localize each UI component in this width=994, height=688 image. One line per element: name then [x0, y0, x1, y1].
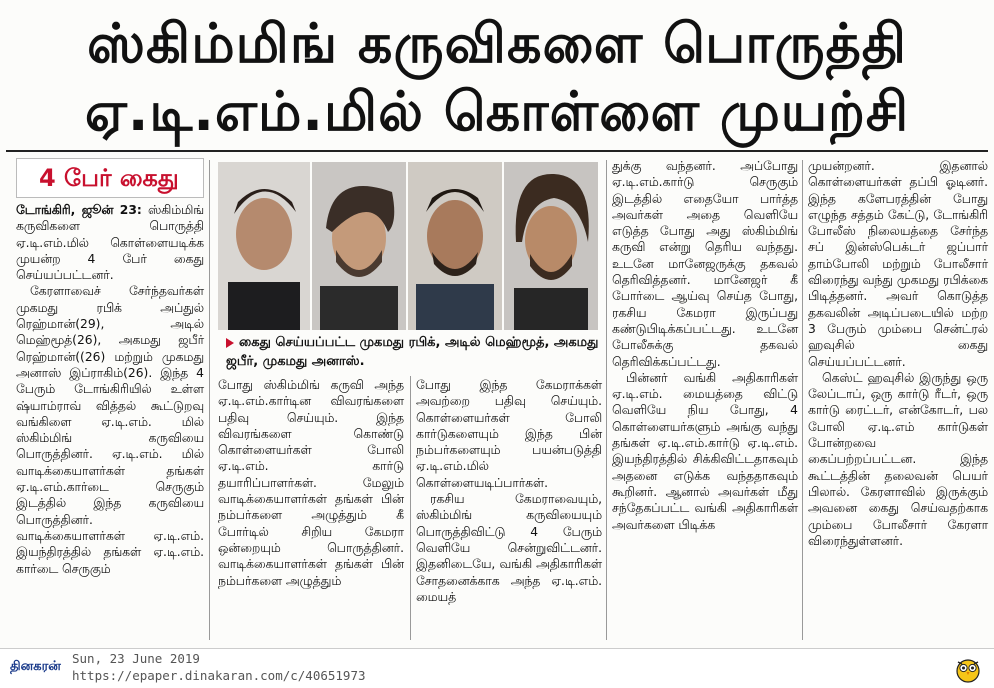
caption-text: கைது செய்யப்பட்ட முகமது ரபிக், அடில் மெஹ்மூத், அகமது ஜபீர், முகமது அனாஸ்.	[226, 335, 599, 369]
suspect-photo-1	[218, 162, 310, 330]
caption-marker-icon	[226, 338, 234, 348]
paragraph: பின்னர் வங்கி அதிகாரிகள் ஏ.டி.எம். மையத்தை விட்டு வெளியே நிய போது, 4 கொள்ளையர்களும் அங்கு வந்து தங்கள் ஏ.டி.எம்.கார்டு ஏ.டி.எம். இயந்திரத்தில் சிக்கிவிட்டதாகவும் அதனை எடுக்க வந்ததாகவும் கூறினர். ஆனால் அவர்கள் மீது சந்தேகப்பட்ட வங்கி அதிகாரிகள் அவர்களை பிடிக்க	[612, 370, 798, 532]
paragraph: துக்கு வந்தனர். அப்போது ஏ.டி.எம்.கார்டு செருகும் இடத்தில் எதையோ பார்த்த அவர்கள் அதை வெளியே எடுத்த போது அது ஸ்கிம்மிங் கருவி என்று தெரிய வந்தது. உடனே மானேஜருக்கு தகவல் தெரிவித்தனர். மானேஜர் கீ போர்டை ஆய்வு செய்த போது, ரகசிய கேமரா இருப்பது கண்டுபிடிக்கப்பட்டது. உடனே போலீசுக்கு தகவல் தெரிவிக்கப்பட்டது.	[612, 159, 798, 369]
paragraph: போது இந்த கேமராக்கள் அவற்றை பதிவு செய்யும். கொள்ளையர்கள் போலி கார்டுகளையும் இந்த பின் நம்பர்களையும் பயன்படுத்தி ஏ.டி.எம்.மில் கொள்ளையடிப்பார்கள்.	[416, 378, 602, 490]
photo-caption	[226, 333, 602, 371]
paragraph: கெஸ்ட் ஹவுசில் இருந்து ஒரு லேப்டாப், ஒரு கார்டு ரீடர், ஒரு கார்டு ரைட்டர், என்கோடர், பல போலி ஏ.டி.எம் கார்டுகள் போன்றவை கைப்பற்றப்பட்டன. இந்த கூட்டத்தின் தலைவன் பெயர் பிலால். கேரளாவில் இருக்கும் அவனை கைது செய்வதற்காக மும்பை போலீசார் கேரளா விரைந்துள்ளனர்.	[808, 370, 988, 548]
suspect-photo-4	[504, 162, 598, 330]
owl-mascot-icon	[954, 655, 982, 683]
footer-bar	[0, 648, 994, 688]
subheading-box	[16, 158, 204, 198]
article-column-3	[416, 377, 602, 605]
dateline: டோங்கிரி, ஜூன் 23:	[16, 203, 142, 217]
column-divider	[209, 160, 210, 640]
headline-line-1: ஸ்கிம்மிங் கருவிகளை பொருத்தி	[86, 12, 908, 75]
suspect-photo-2	[312, 162, 406, 330]
article-column-2	[218, 377, 404, 589]
column-divider	[802, 160, 803, 640]
epaper-link[interactable]: https://epaper.dinakaran.com/c/40651973	[72, 668, 366, 683]
paragraph: கேரளாவைச் சேர்ந்தவர்கள் முகமது ரபிக் அப்துல் ரெஹ்மான்(29), அடில் மெஹ்மூத்(26), அகமது ஜபீர் ரெஹ்மான்((26) மற்றும் முகமது அனாஸ் இப்ராகிம்(26). இந்த 4 பேரும் டோங்கிரியில் உள்ள ஷ்யாம்ராவ் வித்தல் கூட்டுறவு வங்கிளை ஏ.டி.எம். மில் ஸ்கிம்மிங் கருவியை பொருத்தினர். ஏ.டி.எம். மில் வாடிக்கையாளர்கள் தங்கள் ஏ.டி.எம்.கார்டை செருகும் இடத்தில் இந்த கருவியை பொருத்தினர். வாடிக்கையாளர்கள் ஏ.டி.எம். இயந்திரத்தில் தங்கள் ஏ.டி.எம். கார்டை செருகும்	[16, 284, 204, 576]
paragraph: போது ஸ்கிம்மிங் கருவி அந்த ஏ.டி.எம்.கார்டின விவரங்களை பதிவு செய்யும். இந்த விவரங்களை கொண்டு கொள்ளையர்கள் போலி ஏ.டி.எம். கார்டு தயாரிப்பாளர்கள். மேலும் வாடிக்கையாளர்கள் தங்கள் பின் நம்பர்களை அழுத்தும் கீ போர்டில் சிறிய கேமரா ஒன்றையும் பொருத்தினர். வாடிக்கையாளர்கள் தங்கள் பின் நம்பர்களை அழுத்தும்	[218, 378, 404, 588]
column-divider	[606, 160, 607, 640]
lead-paragraph: ஸ்கிம்மிங் கருவிகளை பொருத்தி ஏ.டி.எம்.மில் கொள்ளையடிக்க முயன்ற 4 பேர் கைது செய்யப்பட்டனர்.	[16, 203, 204, 283]
headline-rule	[6, 150, 988, 152]
paragraph: ரகசிய கேமராவையும், ஸ்கிம்மிங் கருவியையும் பொருத்திவிட்டு 4 பேரும் வெளியே சென்றுவிட்டனர். இதனிடையே, வங்கி அதிகாரிகள் சோதனைக்காக அந்த ஏ.டி.எம். மையத்	[416, 492, 602, 604]
newspaper-logo: தினகரன்	[10, 659, 61, 674]
article-column-1	[16, 202, 204, 577]
suspect-photo-3	[408, 162, 502, 330]
column-divider	[410, 376, 411, 640]
publication-date: Sun, 23 June 2019	[72, 651, 200, 666]
headline-line-2: ஏ.டி.எம்.மில் கொள்ளை முயற்சி	[84, 80, 910, 143]
subheading: 4 பேர் கைது	[39, 164, 179, 192]
article-column-5	[808, 158, 988, 549]
paragraph: முயன்றனர். இதனால் கொள்ளையர்கள் தப்பி ஓடினர். இந்த களேபரத்தின் போது எழுந்த சத்தம் கேட்டு, டோங்கிரி போலீஸ் நிலையத்தை சேர்ந்த சப் இன்ஸ்பெக்டர் ஜப்பார் தாம்போலி மற்றும் போலீசார் விரைந்து வந்து முகமது ரபிக்கை பிடித்தனர். அவர் கொடுத்த தகவலின் அடிப்படையில் மற்ற 3 பேரும் மும்பை சென்ட்ரல் ஹவுசில் கைது செய்யப்பட்டனர்.	[808, 159, 988, 369]
article-column-4	[612, 158, 798, 533]
